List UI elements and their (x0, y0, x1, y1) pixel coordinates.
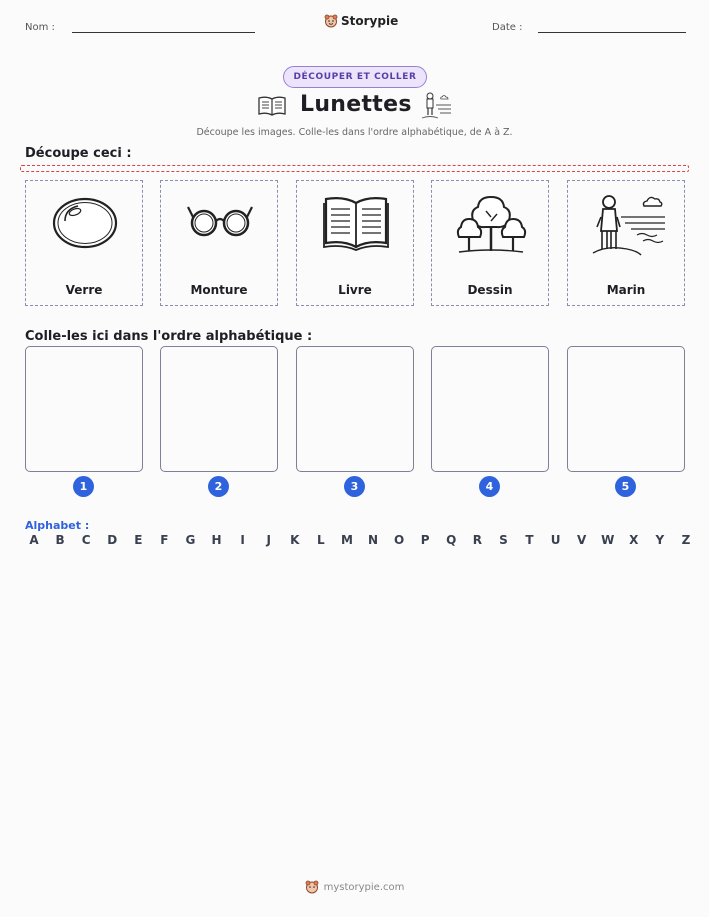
storypie-mascot-icon (305, 880, 319, 894)
cut-section-title: Découpe ceci : (25, 146, 132, 161)
glasses-icon (180, 187, 260, 259)
alphabet-letter: Y (655, 533, 665, 547)
alphabet-letter: G (185, 533, 196, 547)
alphabet-letter: W (601, 533, 615, 547)
alphabet-letter: Z (681, 533, 691, 547)
paste-slot-3[interactable] (296, 346, 414, 472)
alphabet-letter: U (550, 533, 561, 547)
slot-number-badge: 5 (615, 476, 636, 497)
card-label: Marin (606, 283, 646, 297)
cut-line (20, 165, 689, 172)
alphabet-letter: T (525, 533, 534, 547)
storypie-mascot-icon (324, 14, 338, 28)
slot-number-badge: 2 (208, 476, 229, 497)
name-line[interactable] (72, 32, 255, 33)
card-label: Livre (338, 283, 372, 297)
open-book-icon (257, 95, 287, 117)
slot-number-badge: 4 (479, 476, 500, 497)
alphabet-row (27, 533, 693, 547)
footer-url[interactable]: mystorypie.com (323, 881, 405, 893)
alphabet-letter: M (340, 533, 353, 547)
paste-slot-5[interactable] (567, 346, 685, 472)
sailor-scene-icon (420, 91, 452, 119)
alphabet-letter: P (420, 533, 430, 547)
brand-name: Storypie (341, 14, 399, 28)
alphabet-letter: E (134, 533, 143, 547)
book-icon (316, 187, 396, 259)
slot-number-badge: 1 (73, 476, 94, 497)
alphabet-letter: J (266, 533, 271, 547)
activity-badge: DÉCOUPER ET COLLER (283, 66, 427, 88)
alphabet-letter: A (29, 533, 39, 547)
card-label: Monture (190, 283, 248, 297)
alphabet-letter: O (393, 533, 405, 547)
alphabet-letter: I (240, 533, 245, 547)
cut-card-livre[interactable] (296, 180, 414, 306)
alphabet-letter: B (55, 533, 65, 547)
date-line[interactable] (538, 32, 686, 33)
footer (0, 880, 709, 894)
date-label: Date : (492, 22, 523, 33)
paste-section-title: Colle-les ici dans l'ordre alphabétique : (25, 329, 313, 344)
alphabet-letter: X (629, 533, 639, 547)
alphabet-letter: N (367, 533, 379, 547)
name-label: Nom : (25, 22, 55, 33)
page-title: Lunettes (300, 92, 412, 117)
card-label: Verre (65, 283, 103, 297)
alphabet-letter: V (576, 533, 587, 547)
cut-card-marin[interactable] (567, 180, 685, 306)
cut-card-dessin[interactable] (431, 180, 549, 306)
cut-card-monture[interactable] (160, 180, 278, 306)
trees-icon (451, 187, 531, 259)
paste-slot-1[interactable] (25, 346, 143, 472)
brand-logo (324, 14, 398, 28)
alphabet-letter: L (317, 533, 325, 547)
cut-card-verre[interactable] (25, 180, 143, 306)
alphabet-letter: R (472, 533, 482, 547)
sailor-icon (587, 187, 667, 259)
alphabet-letter: K (290, 533, 300, 547)
alphabet-letter: C (81, 533, 91, 547)
card-label: Dessin (467, 283, 513, 297)
alphabet-title: Alphabet : (25, 519, 90, 532)
instructions-text: Découpe les images. Colle-les dans l'ordre alphabétique, de A à Z. (196, 127, 513, 138)
alphabet-letter: S (499, 533, 508, 547)
alphabet-letter: Q (446, 533, 457, 547)
paste-slot-4[interactable] (431, 346, 549, 472)
alphabet-letter: F (160, 533, 169, 547)
lens-icon (45, 187, 125, 259)
paste-slot-2[interactable] (160, 346, 278, 472)
alphabet-letter: H (211, 533, 222, 547)
slot-number-badge: 3 (344, 476, 365, 497)
alphabet-letter: D (107, 533, 118, 547)
